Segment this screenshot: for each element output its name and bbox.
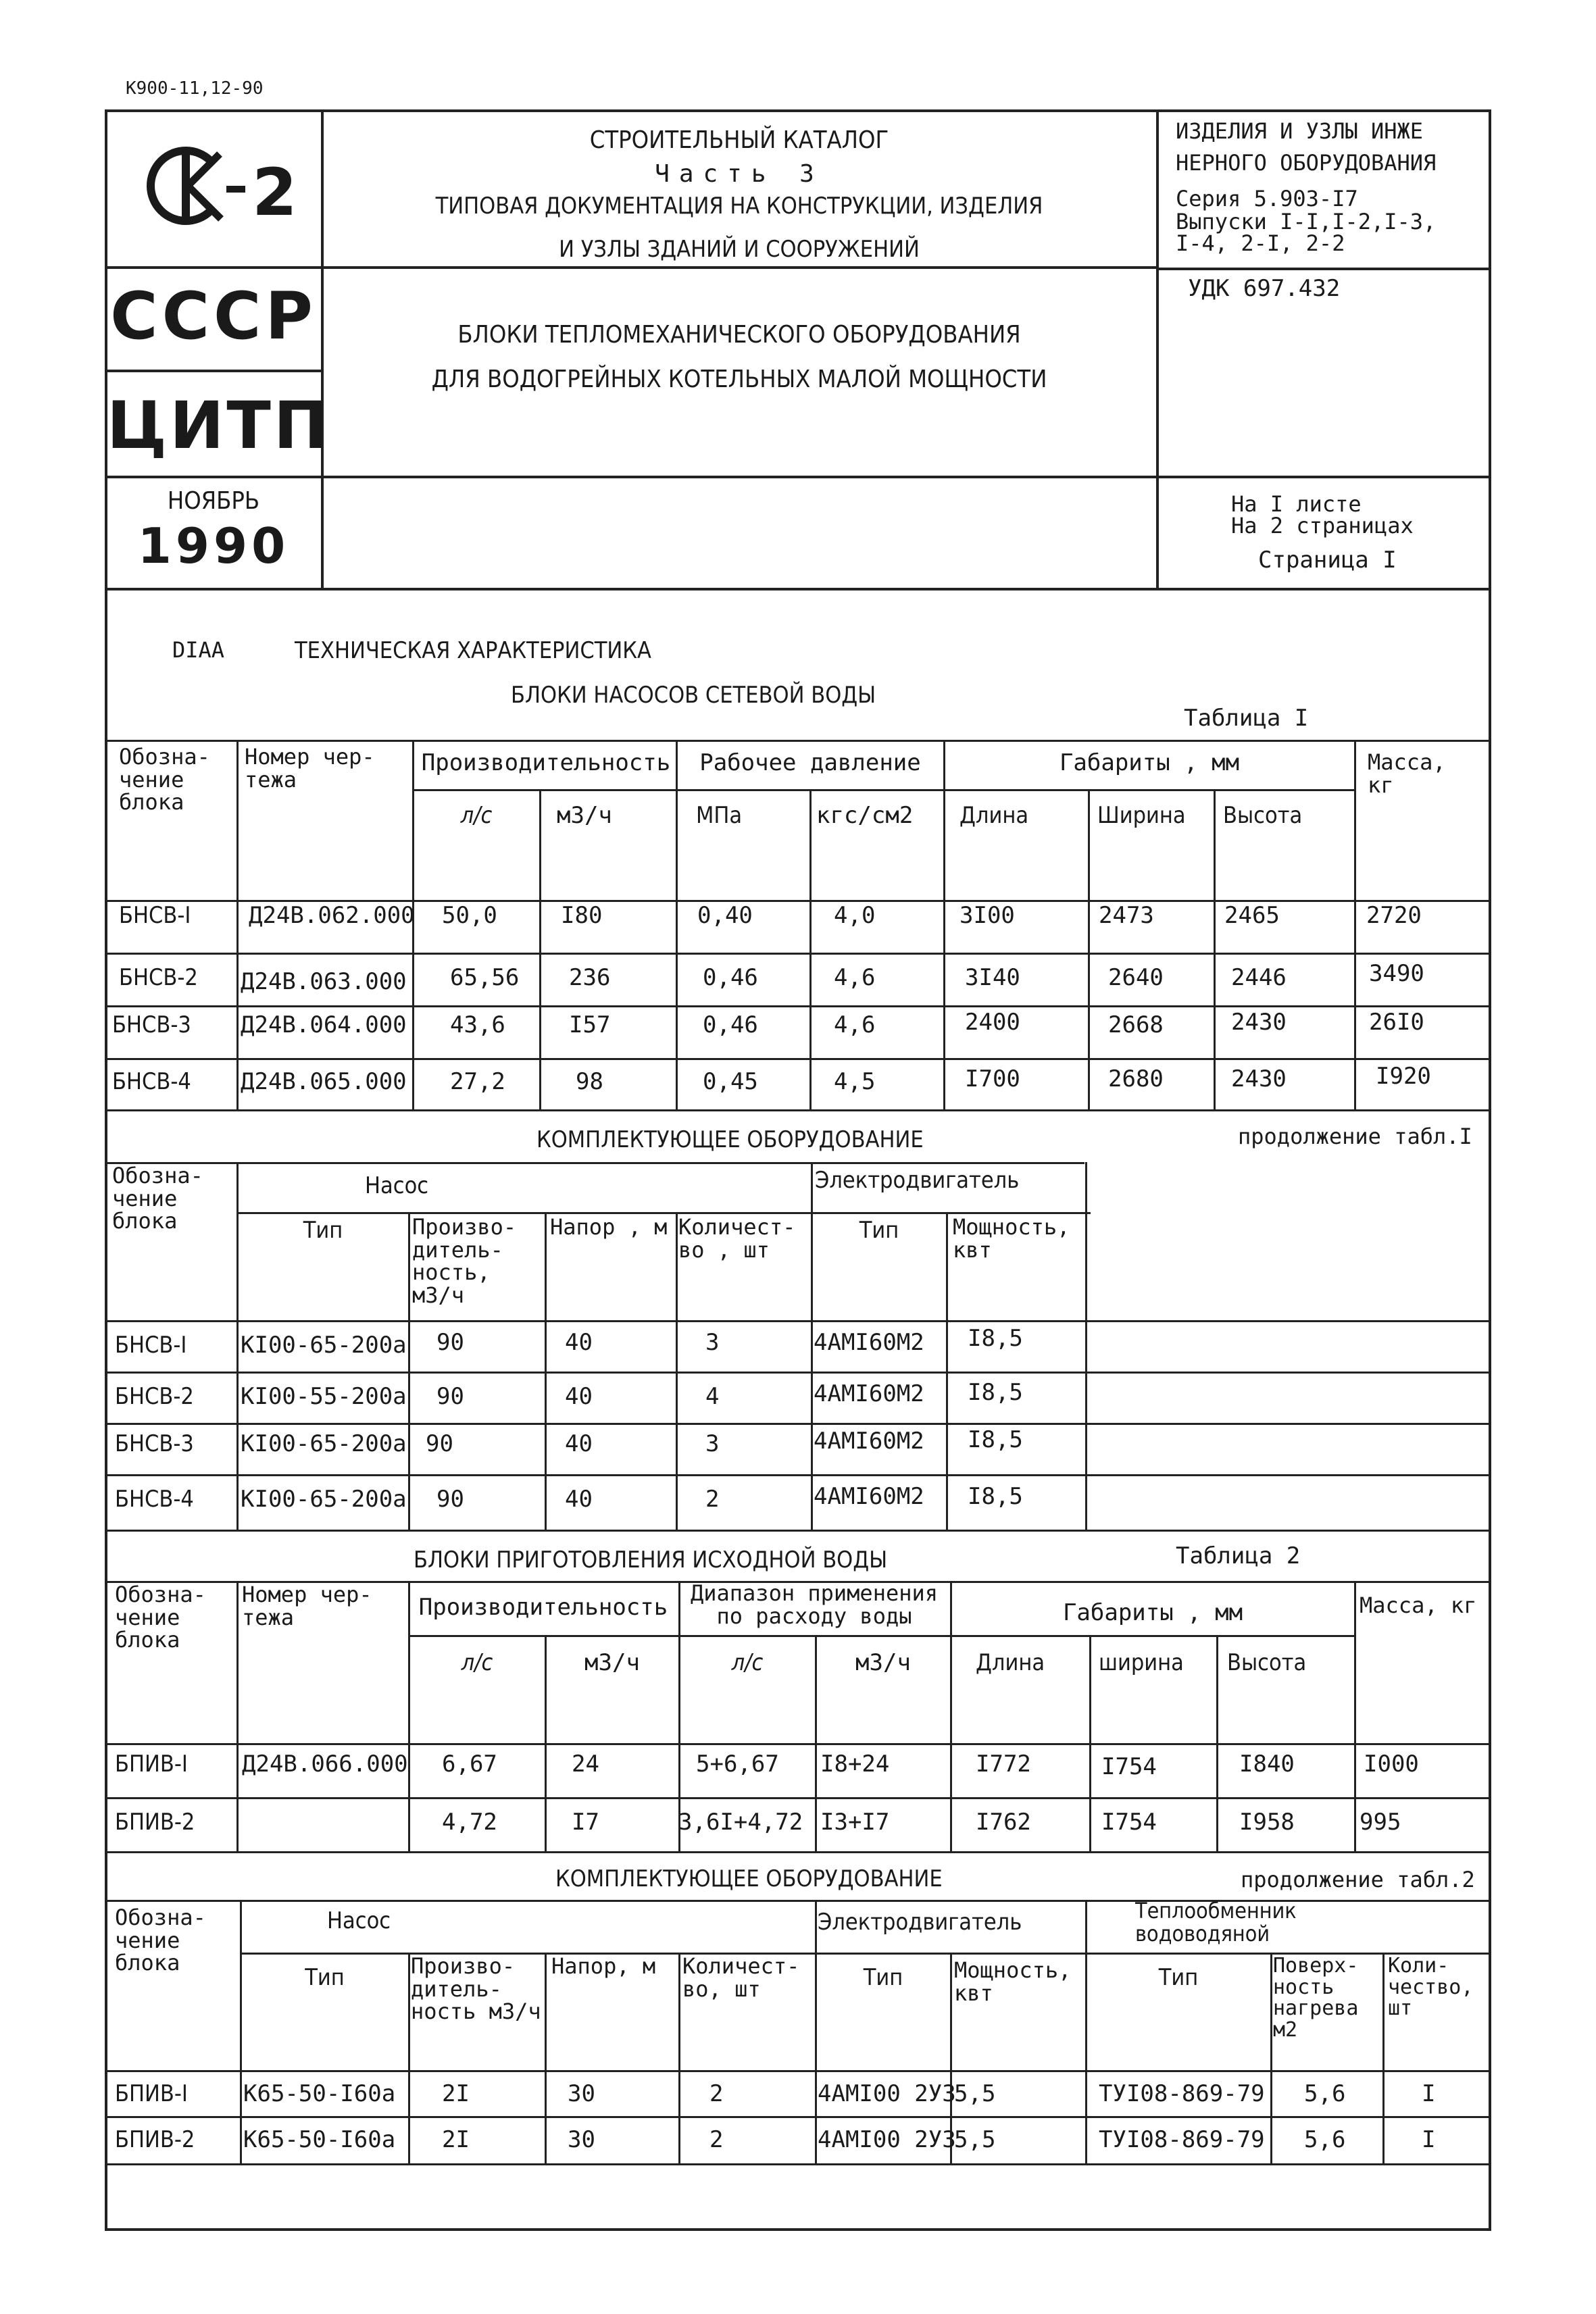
cell: 4АМI00 2У3 — [818, 2080, 956, 2107]
cell: 5,5 — [954, 2126, 996, 2153]
cell: 90 — [426, 1430, 453, 1457]
cell: 2I — [442, 2126, 470, 2153]
t1b-h-block: Обозна- чение блока — [112, 1163, 203, 1234]
t1-h-mpa: МПа — [696, 802, 743, 829]
cell: 6,67 — [442, 1751, 497, 1778]
t1b-h-qty: Количест- во , шт — [678, 1214, 796, 1263]
t2-h-range-ls: л/с — [731, 1649, 764, 1676]
cell: К65-50-I60а — [243, 2126, 396, 2153]
t2-h-length: Длина — [976, 1649, 1045, 1676]
cell: 3 — [705, 1430, 720, 1457]
t2b-h-block: Обозна- чение блока — [115, 1905, 206, 1976]
t2-h-range: Диапазон применения по расходу воды — [690, 1580, 939, 1629]
document-title-2: ДЛЯ ВОДОГРЕЙНЫХ КОТЕЛЬНЫХ МАЛОЙ МОЩНОСТИ — [431, 366, 1047, 393]
cell: 236 — [569, 964, 611, 991]
t1b-h-mtype: Тип — [859, 1217, 899, 1244]
t2b-h-qty: Количест- во, шт — [682, 1953, 800, 2002]
cell: 5,6 — [1304, 2080, 1346, 2107]
stamp-year: 1990 — [137, 518, 290, 574]
cell: 3 — [705, 1329, 720, 1356]
cell: 2668 — [1108, 1011, 1164, 1038]
catalog-title: СТРОИТЕЛЬНЫЙ КАТАЛОГ — [589, 126, 889, 154]
cell: 4,6 — [834, 964, 876, 991]
cell: 2720 — [1366, 902, 1422, 929]
issues-2: I-4, 2-I, 2-2 — [1176, 230, 1345, 256]
cell: 2465 — [1224, 902, 1280, 929]
t2-h-m3h: м3/ч — [584, 1649, 640, 1676]
cell: ТУI08-869-79 — [1099, 2080, 1265, 2107]
cell: КI00-65-200а — [241, 1332, 407, 1359]
t1-h-drawing: Номер чер- тежа — [245, 744, 375, 793]
cell: 27,2 — [450, 1068, 505, 1095]
cell: I8,5 — [968, 1379, 1023, 1406]
page-count: На 2 страницах — [1231, 513, 1414, 538]
t2b-h-type: Тип — [305, 1964, 345, 1991]
cell: I840 — [1239, 1751, 1295, 1778]
cell: К65-50-I60а — [243, 2080, 396, 2107]
cell: 2446 — [1231, 964, 1287, 991]
cell: 43,6 — [450, 1011, 505, 1038]
t1-h-height: Высота — [1223, 802, 1303, 829]
cell: 24 — [572, 1751, 599, 1778]
cell: I8,5 — [968, 1483, 1023, 1510]
t1-h-width: Ширина — [1097, 802, 1186, 829]
document-title: БЛОКИ ТЕПЛОМЕХАНИЧЕСКОГО ОБОРУДОВАНИЯ — [457, 321, 1021, 349]
t1-h-capacity: Производительность — [421, 749, 671, 776]
stamp-country: СССР — [110, 278, 317, 354]
t1-h-dims: Габариты , мм — [1059, 749, 1240, 776]
cell: 5+6,67 — [696, 1751, 779, 1778]
sheet-count: На I листе — [1231, 491, 1362, 517]
classification-code: DIAA — [172, 637, 225, 663]
t1-h-block: Обозна- чение блока — [119, 744, 210, 815]
cell: 4,72 — [442, 1809, 497, 1836]
catalog-subtitle-2: И УЗЛЫ ЗДАНИЙ И СООРУЖЕНИЙ — [559, 236, 920, 263]
cell: I8+24 — [820, 1751, 890, 1778]
cell: I57 — [569, 1011, 611, 1038]
cell: БПИВ-2 — [115, 1809, 195, 1836]
t2-h-width: ширина — [1099, 1649, 1184, 1676]
t2b-h-head: Напор, м — [551, 1953, 656, 1979]
cell: БНСВ-4 — [115, 1486, 194, 1513]
t2b-h-hx-type: Тип — [1158, 1964, 1199, 1991]
cell: 0,46 — [703, 1011, 758, 1038]
t2-h-height: Высота — [1227, 1649, 1307, 1676]
t2-h-dims: Габариты , мм — [1062, 1599, 1243, 1626]
cell: БНСВ-I — [119, 902, 191, 929]
table1-cont-title: КОМПЛЕКТУЮЩЕЕ ОБОРУДОВАНИЕ — [537, 1126, 924, 1153]
t2-h-ls: л/с — [461, 1649, 493, 1676]
cell: I8,5 — [968, 1325, 1023, 1352]
table2-cont-title: КОМПЛЕКТУЮЩЕЕ ОБОРУДОВАНИЕ — [555, 1865, 943, 1892]
cell: 30 — [568, 2080, 595, 2107]
cell: 995 — [1360, 1809, 1401, 1836]
stamp-month: НОЯБРЬ — [167, 487, 260, 515]
t2b-h-mtype: Тип — [863, 1964, 903, 1991]
t1b-h-type: Тип — [303, 1217, 343, 1244]
cell: I80 — [561, 902, 603, 929]
t1b-h-motor: Электродвигатель — [815, 1167, 1020, 1194]
cell: 2680 — [1108, 1065, 1164, 1092]
table1-label: Таблица I — [1184, 705, 1309, 732]
t1b-h-capacity: Произво- дитель- ность, м3/ч — [412, 1214, 517, 1308]
cell: 5,6 — [1304, 2126, 1346, 2153]
cell: 2640 — [1108, 964, 1164, 991]
t2-h-block: Обозна- чение блока — [115, 1582, 206, 1653]
cell: 3I40 — [965, 964, 1020, 991]
cell: 90 — [437, 1383, 464, 1410]
section-name-2: НЕРНОГО ОБОРУДОВАНИЯ — [1176, 150, 1437, 176]
cell: 0,46 — [703, 964, 758, 991]
cell: 26I0 — [1369, 1009, 1424, 1036]
cell: 90 — [437, 1329, 464, 1356]
cell: 65,56 — [450, 964, 520, 991]
section-name: ИЗДЕЛИЯ И УЗЛЫ ИНЖЕ — [1176, 118, 1424, 144]
cell: БПИВ-2 — [115, 2126, 195, 2153]
cell: 40 — [565, 1486, 593, 1513]
table1-cont-label: продолжение табл.I — [1238, 1124, 1472, 1149]
cell: 4АМI60М2 — [814, 1329, 924, 1356]
document-code: K900-11,12-90 — [126, 78, 264, 99]
cell: БНСВ-3 — [115, 1430, 194, 1457]
t2-h-capacity: Производительность — [418, 1594, 668, 1621]
table1-title: БЛОКИ НАСОСОВ СЕТЕВОЙ ВОДЫ — [511, 682, 876, 709]
t2b-h-hx-qty: Коли- чество, шт — [1388, 1954, 1474, 2020]
cell: КI00-65-200а — [241, 1486, 407, 1513]
catalog-subtitle: ТИПОВАЯ ДОКУМЕНТАЦИЯ НА КОНСТРУКЦИИ, ИЗДЕЛИЯ — [435, 193, 1043, 220]
cell: БНСВ-4 — [112, 1068, 191, 1095]
cell: Д24В.063.000 — [241, 968, 407, 995]
t2-h-range-m3h: м3/ч — [855, 1649, 911, 1676]
cell: 2 — [705, 1486, 720, 1513]
cell: I — [1422, 2080, 1436, 2107]
cell: 2430 — [1231, 1065, 1287, 1092]
cell: 3I00 — [959, 902, 1015, 929]
catalog-part: Часть 3 — [655, 160, 824, 188]
cell: 5,5 — [954, 2080, 996, 2107]
cell: 2I — [442, 2080, 470, 2107]
cell: 50,0 — [442, 902, 497, 929]
cell: Д24В.064.000 — [241, 1011, 407, 1038]
cell: БНСВ-3 — [112, 1011, 191, 1038]
cell: 2 — [709, 2126, 724, 2153]
table2-label: Таблица 2 — [1176, 1542, 1301, 1569]
cell: 2430 — [1231, 1009, 1287, 1036]
table2-title: БЛОКИ ПРИГОТОВЛЕНИЯ ИСХОДНОЙ ВОДЫ — [414, 1546, 888, 1574]
udk: УДК 697.432 — [1188, 275, 1341, 302]
cell: I700 — [965, 1065, 1020, 1092]
t1b-h-head: Напор , м — [550, 1214, 668, 1240]
cell: 4,0 — [834, 902, 876, 929]
cell: БПИВ-I — [115, 1751, 188, 1778]
cell: 40 — [565, 1383, 593, 1410]
cell: КI00-55-200а — [241, 1383, 407, 1410]
t2b-h-capacity: Произво- дитель- ность м3/ч — [411, 1953, 541, 2025]
t1-h-ls: л/с — [460, 802, 493, 829]
t1b-h-pump: Насос — [365, 1172, 429, 1199]
svg-text:2: 2 — [252, 155, 297, 230]
cell: I762 — [976, 1809, 1031, 1836]
issues: Выпуски I-I,I-2,I-3, — [1176, 209, 1437, 234]
cell: 0,45 — [703, 1068, 758, 1095]
t2-h-mass: Масса, кг — [1360, 1592, 1477, 1618]
t2b-h-heat-exchanger: Теплообменник водоводяной — [1135, 1898, 1297, 1946]
cell: 3,6I+4,72 — [678, 1809, 803, 1836]
cell: 90 — [437, 1486, 464, 1513]
cell: 2 — [709, 2080, 724, 2107]
cell: 2473 — [1099, 902, 1154, 929]
cell: I000 — [1364, 1751, 1419, 1778]
t1b-h-power: Мощность, квт — [953, 1214, 1070, 1263]
t1-h-m3h: м3/ч — [557, 802, 612, 829]
cell: I920 — [1376, 1063, 1431, 1090]
cell: I958 — [1239, 1809, 1295, 1836]
cell: 4АМI60М2 — [814, 1483, 924, 1510]
cell: 4,5 — [834, 1068, 876, 1095]
t1-h-kgf: кгс/см2 — [816, 802, 914, 829]
t2-h-drawing: Номер чер- тежа — [242, 1582, 372, 1630]
t2b-h-motor: Электродвигатель — [818, 1909, 1022, 1936]
t2b-h-surface: Поверх- ность нагрева м2 — [1273, 1954, 1359, 2042]
series: Серия 5.903-I7 — [1176, 186, 1358, 211]
cell: 98 — [576, 1068, 603, 1095]
cell: БПИВ-I — [115, 2080, 188, 2107]
cell: 2400 — [965, 1009, 1020, 1036]
cell: I — [1422, 2126, 1436, 2153]
cell: КI00-65-200а — [241, 1430, 407, 1457]
cell: 4АМI60М2 — [814, 1428, 924, 1455]
cell: 4 — [705, 1383, 720, 1410]
cell: I772 — [976, 1751, 1031, 1778]
section-heading: ТЕХНИЧЕСКАЯ ХАРАКТЕРИСТИКА — [295, 637, 651, 664]
cell: 40 — [565, 1430, 593, 1457]
cell: I3+I7 — [820, 1809, 890, 1836]
cell: I8,5 — [968, 1426, 1023, 1453]
cell: 40 — [565, 1329, 593, 1356]
catalog-logo — [145, 135, 301, 239]
cell: БНСВ-I — [115, 1332, 187, 1359]
t1-h-length: Длина — [959, 802, 1029, 829]
cell: I754 — [1101, 1809, 1157, 1836]
cell: 4АМI00 2У3 — [818, 2126, 956, 2153]
cell: Д24В.066.000 — [242, 1751, 408, 1778]
cell: I7 — [572, 1809, 599, 1836]
cell: 4,6 — [834, 1011, 876, 1038]
cell: БНСВ-2 — [119, 964, 198, 991]
cell: 4АМI60М2 — [814, 1380, 924, 1407]
cell: Д24В.062.000 — [249, 902, 415, 929]
t1-h-pressure: Рабочее давление — [699, 749, 921, 776]
cell: БНСВ-2 — [115, 1383, 194, 1410]
t2b-h-pump: Насос — [327, 1907, 391, 1934]
stamp-org: ЦИТП — [107, 388, 331, 463]
t2b-h-power: Мощность, квт — [954, 1957, 1072, 2006]
cell: Д24В.065.000 — [241, 1068, 407, 1095]
table2-cont-label: продолжение табл.2 — [1241, 1867, 1475, 1892]
t1-h-mass: Масса, кг — [1368, 749, 1446, 798]
page-number: Страница I — [1258, 547, 1397, 574]
cell: 30 — [568, 2126, 595, 2153]
cell: ТУI08-869-79 — [1099, 2126, 1265, 2153]
cell: I754 — [1101, 1753, 1157, 1780]
cell: 0,40 — [697, 902, 753, 929]
cell: 3490 — [1369, 960, 1424, 987]
